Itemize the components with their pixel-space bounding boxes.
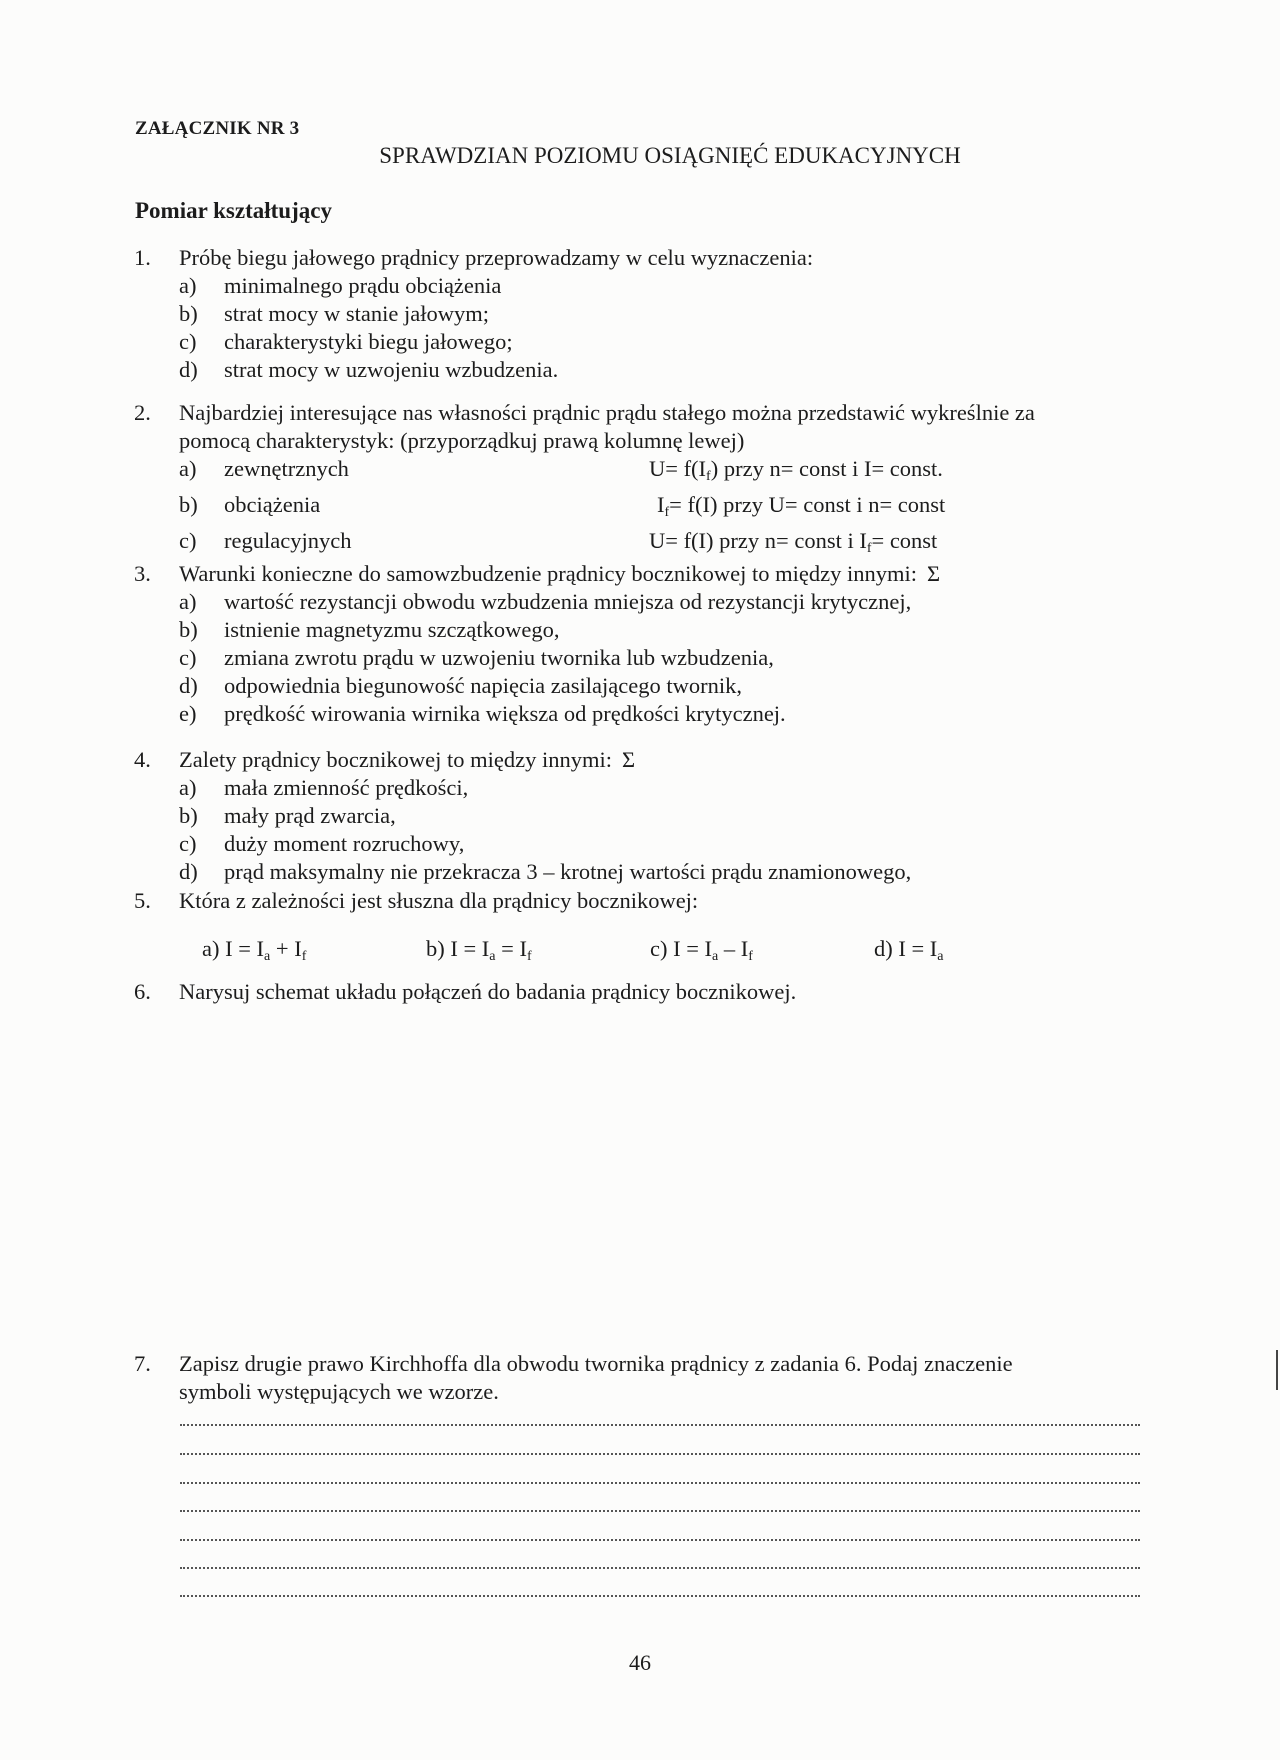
- characteristic-name: zewnętrznych: [224, 456, 349, 481]
- option-text: minimalnego prądu obciążenia: [224, 273, 502, 298]
- answer-line[interactable]: [180, 1595, 1140, 1597]
- question-number: 4.: [134, 747, 151, 772]
- option-letter: c): [179, 329, 197, 354]
- question-stem: Najbardziej interesujące nas własności prądnic prądu stałego można przedstawić wykreślnie za: [179, 400, 1035, 425]
- question-number: 5.: [134, 888, 151, 913]
- option-letter: b): [179, 301, 198, 326]
- answer-option: [179, 858, 1150, 886]
- option-letter: a): [179, 456, 197, 481]
- option-letter: a): [179, 775, 197, 800]
- answer-line[interactable]: [180, 1453, 1140, 1455]
- formula-option-b: b) $I = I_a = I_f$: [426, 936, 532, 964]
- matching-row: [179, 491, 1150, 527]
- answer-option: [179, 644, 1150, 672]
- option-text: charakterystyki biegu jałowego;: [224, 329, 513, 354]
- characteristic-formula: U= f(I) przy n= const i $I_f=$ const: [649, 528, 938, 556]
- answer-option: [179, 328, 1150, 356]
- question-stem: Zalety prądnicy bocznikowej to między innymi: Σ: [179, 747, 636, 772]
- answer-line[interactable]: [180, 1539, 1140, 1541]
- question-stem: Która z zależności jest słuszna dla prądnicy bocznikowej:: [179, 888, 699, 913]
- option-letter: d): [179, 673, 198, 698]
- option-letter: c): [179, 831, 197, 856]
- option-text: duży moment rozruchowy,: [224, 831, 465, 856]
- option-text: mała zmienność prędkości,: [224, 775, 469, 800]
- characteristic-name: obciążenia: [224, 492, 321, 517]
- answer-option: [179, 774, 1150, 802]
- option-text: odpowiednia biegunowość napięcia zasilającego twornik,: [224, 673, 742, 698]
- section-heading: Pomiar kształtujący: [135, 198, 332, 223]
- option-letter: b): [179, 617, 198, 642]
- option-text: wartość rezystancji obwodu wzbudzenia mniejsza od rezystancji krytycznej,: [224, 589, 912, 614]
- option-text: strat mocy w stanie jałowym;: [224, 301, 489, 326]
- formula-option-c: c) $I = I_a - I_f$: [650, 936, 753, 964]
- answer-option: [179, 272, 1150, 300]
- option-letter: c): [179, 528, 197, 553]
- page-title: SPRAWDZIAN POZIOMU OSIĄGNIĘĆ EDUKACYJNYCH: [379, 143, 961, 168]
- option-letter: c): [179, 645, 197, 670]
- question-stem: Warunki konieczne do samowzbudzenie prądnicy bocznikowej to między innymi: Σ: [179, 561, 941, 586]
- answer-option: [179, 802, 1150, 830]
- answer-option: [179, 616, 1150, 644]
- answer-option: [179, 830, 1150, 858]
- question-4: [134, 746, 1150, 886]
- question-6: [134, 978, 1150, 1006]
- question-2: [134, 399, 1150, 563]
- question-stem: Próbę biegu jałowego prądnicy przeprowadzamy w celu wyznaczenia:: [179, 245, 814, 270]
- question-stem: Zapisz drugie prawo Kirchhoffa dla obwodu twornika prądnicy z zadania 6. Podaj znaczenie: [179, 1351, 1013, 1376]
- drawing-area[interactable]: [180, 1035, 1140, 1335]
- option-letter: d): [179, 859, 198, 884]
- option-text: zmiana zwrotu prądu w uzwojeniu twornika lub wzbudzenia,: [224, 645, 774, 670]
- formula-options: [202, 936, 982, 965]
- question-5: [134, 887, 1150, 915]
- matching-row: [179, 527, 1150, 563]
- annex-label: ZAŁĄCZNIK NR 3: [135, 118, 300, 139]
- sigma-symbol: Σ: [622, 747, 636, 772]
- answer-option: [179, 672, 1150, 700]
- formula-option-d: d) $I = I_a$: [874, 936, 944, 964]
- question-stem: Narysuj schemat układu połączeń do badania prądnicy bocznikowej.: [179, 979, 797, 1004]
- question-3: [134, 560, 1150, 728]
- option-text: mały prąd zwarcia,: [224, 803, 396, 828]
- question-number: 6.: [134, 979, 151, 1004]
- answer-option: [179, 588, 1150, 616]
- question-number: 3.: [134, 561, 151, 586]
- answer-line[interactable]: [180, 1510, 1140, 1512]
- answer-line[interactable]: [180, 1424, 1140, 1426]
- question-7: [134, 1350, 1150, 1406]
- answer-option: [179, 700, 1150, 728]
- page-number: 46: [629, 1650, 651, 1675]
- option-letter: a): [179, 589, 197, 614]
- sigma-symbol: Σ: [926, 561, 941, 586]
- scan-edge-mark: [1276, 1350, 1278, 1390]
- question-stem-continued: symboli występujących we wzorze.: [179, 1379, 499, 1404]
- answer-line[interactable]: [180, 1482, 1140, 1484]
- option-letter: a): [179, 273, 197, 298]
- option-letter: b): [179, 492, 198, 517]
- question-stem-continued: pomocą charakterystyk: (przyporządkuj prawą kolumnę lewej): [179, 428, 745, 453]
- answer-option: [179, 356, 1150, 384]
- characteristic-formula: $U= f(I_f)$ przy n= const i I= const.: [649, 456, 943, 484]
- option-text: prąd maksymalny nie przekracza 3 – krotnej wartości prądu znamionowego,: [224, 859, 912, 884]
- characteristic-formula: $I_f= f(I)$ przy U= const i n= const: [657, 492, 946, 520]
- option-letter: e): [179, 701, 197, 726]
- question-number: 1.: [134, 245, 151, 270]
- answer-option: [179, 300, 1150, 328]
- option-letter: d): [179, 357, 198, 382]
- question-number: 2.: [134, 400, 151, 425]
- matching-row: [179, 455, 1150, 491]
- answer-line[interactable]: [180, 1567, 1140, 1569]
- option-text: strat mocy w uzwojeniu wzbudzenia.: [224, 357, 559, 382]
- question-1: [134, 244, 1150, 384]
- option-text: istnienie magnetyzmu szczątkowego,: [224, 617, 560, 642]
- option-letter: b): [179, 803, 198, 828]
- option-text: prędkość wirowania wirnika większa od prędkości krytycznej.: [224, 701, 786, 726]
- characteristic-name: regulacyjnych: [224, 528, 352, 553]
- question-number: 7.: [134, 1351, 151, 1376]
- formula-option-a: a) $I = I_a + I_f$: [202, 936, 307, 964]
